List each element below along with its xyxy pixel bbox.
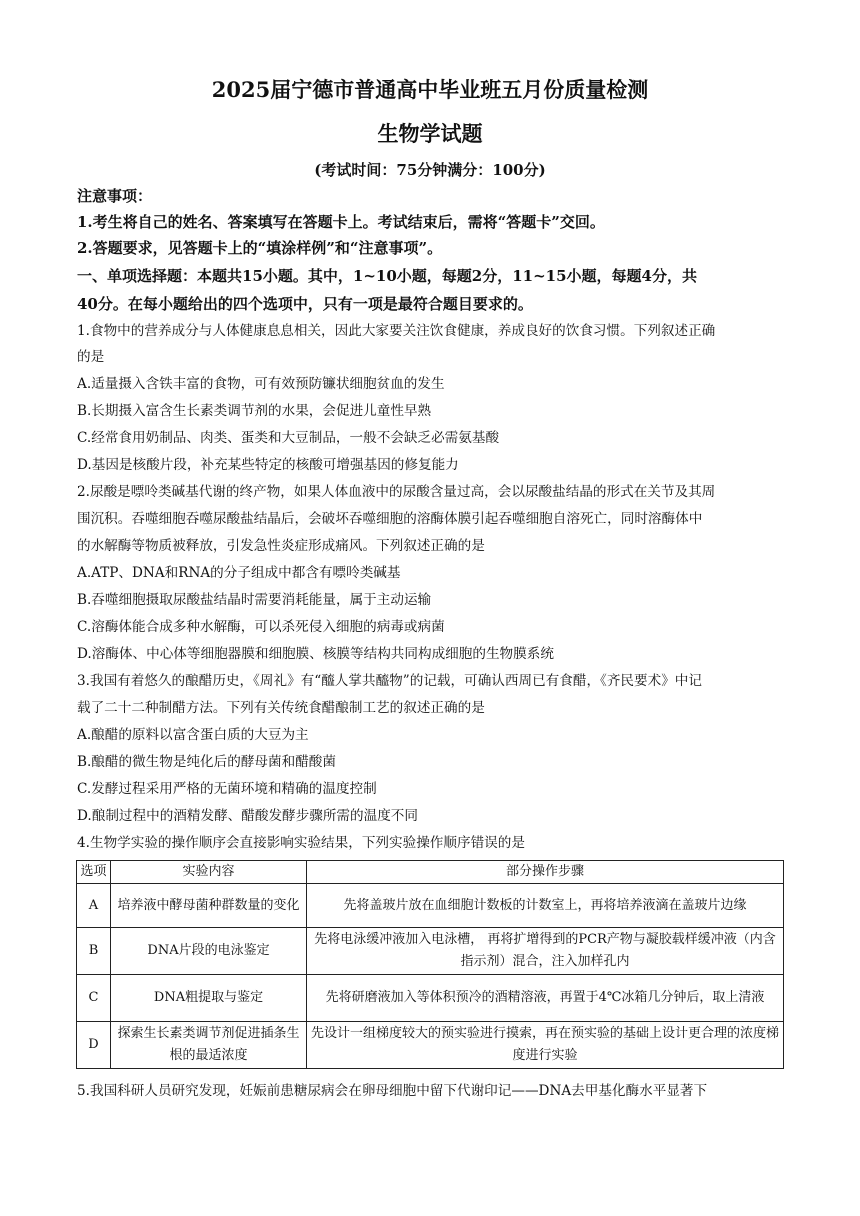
steps-cell: 先设计一组梯度较大的预实验进行摸索，再在预实验的基础上设计更合理的浓度梯度进行实验 [307,1022,784,1069]
question-stem: 的是 [77,349,105,365]
option: A.酿醋的原料以富含蛋白质的大豆为主 [77,727,309,743]
content-cell: DNA粗提取与鉴定 [111,975,307,1022]
table-row [77,1022,784,1069]
section-heading: 一、单项选择题：本题共15小题。其中，1~10小题，每题2分，11~15小题，每题4分，共 [77,267,697,285]
subject-title: 生物学试题 [377,121,483,146]
option: B.长期摄入富含生长素类调节剂的水果，会促进儿童性早熟 [77,403,432,419]
content-cell: DNA片段的电泳鉴定 [111,928,307,975]
option: A.适量摄入含铁丰富的食物，可有效预防镰状细胞贫血的发生 [77,376,445,392]
notice-item: 1.考生将自己的姓名、答案填写在答题卡上。考试结束后，需将“答题卡”交回。 [77,213,605,231]
question-stem: 4.生物学实验的操作顺序会直接影响实验结果，下列实验操作顺序错误的是 [77,835,525,851]
steps-cell: 先将盖玻片放在血细胞计数板的计数室上，再将培养液滴在盖玻片边缘 [307,884,784,928]
option: B.吞噬细胞摄取尿酸盐结晶时需要消耗能量，属于主动运输 [77,592,432,608]
question-stem: 的水解酶等物质被释放，引发急性炎症形成痛风。下列叙述正确的是 [77,538,485,554]
column-header: 实验内容 [111,861,307,884]
option-cell: A [77,884,111,928]
option: C.经常食用奶制品、肉类、蛋类和大豆制品，一般不会缺乏必需氨基酸 [77,430,500,446]
notice-item: 2.答题要求，见答题卡上的“填涂样例”和“注意事项”。 [77,239,443,257]
exam-title: 2025届宁德市普通高中毕业班五月份质量检测 [211,77,649,102]
table-row [77,928,784,975]
exam-info: (考试时间：75分钟满分：100分) [314,161,546,179]
question-stem: 围沉积。吞噬细胞吞噬尿酸盐结晶后，会破坏吞噬细胞的溶酶体膜引起吞噬细胞自溶死亡，同时溶酶体中 [77,511,703,527]
option-cell: B [77,928,111,975]
table-header-row [77,861,784,884]
content-cell: 探索生长素类调节剂促进插条生根的最适浓度 [111,1022,307,1069]
table-row [77,975,784,1022]
option-cell: D [77,1022,111,1069]
option: D.溶酶体、中心体等细胞器膜和细胞膜、核膜等结构共同构成细胞的生物膜系统 [77,646,554,662]
steps-cell: 先将研磨液加入等体积预冷的酒精溶液，再置于4℃冰箱几分钟后，取上清液 [307,975,784,1022]
option: A.ATP、DNA和RNA的分子组成中都含有嘌呤类碱基 [77,565,401,581]
option: C.溶酶体能合成多种水解酶，可以杀死侵入细胞的病毒或病菌 [77,619,445,635]
section-heading: 40分。在每小题给出的四个选项中，只有一项是最符合题目要求的。 [77,295,533,313]
option: D.酿制过程中的酒精发酵、醋酸发酵步骤所需的温度不同 [77,808,418,824]
question-stem: 5.我国科研人员研究发现，妊娠前患糖尿病会在卵母细胞中留下代谢印记——DNA去甲基化酶水平显著下 [77,1083,708,1099]
content-cell: 培养液中酵母菌种群数量的变化 [111,884,307,928]
table-row [77,884,784,928]
column-header: 选项 [77,861,111,884]
question-stem: 1.食物中的营养成分与人体健康息息相关，因此大家要关注饮食健康，养成良好的饮食习惯。下列叙述正确 [77,323,716,339]
question-stem: 2.尿酸是嘌呤类碱基代谢的终产物，如果人体血液中的尿酸含量过高，会以尿酸盐结晶的形式在关节及其周 [77,484,716,500]
steps-cell: 先将电泳缓冲液加入电泳槽， 再将扩增得到的PCR产物与凝胶载样缓冲液（内含指示剂）混合，注入加样孔内 [307,928,784,975]
column-header: 部分操作步骤 [307,861,784,884]
option: B.酿醋的微生物是纯化后的酵母菌和醋酸菌 [77,754,336,770]
question-stem: 3.我国有着悠久的酿醋历史，《周礼》有“醯人掌共醯物”的记载，可确认西周已有食醋，《齐民要术》中记 [77,673,702,689]
question-stem: 载了二十二种制醋方法。下列有关传统食醋酿制工艺的叙述正确的是 [77,700,485,716]
notice-heading: 注意事项： [77,187,153,205]
option: C.发酵过程采用严格的无菌环境和精确的温度控制 [77,781,377,797]
option: D.基因是核酸片段，补充某些特定的核酸可增强基因的修复能力 [77,457,459,473]
option-cell: C [77,975,111,1022]
experiment-table [76,860,784,1069]
